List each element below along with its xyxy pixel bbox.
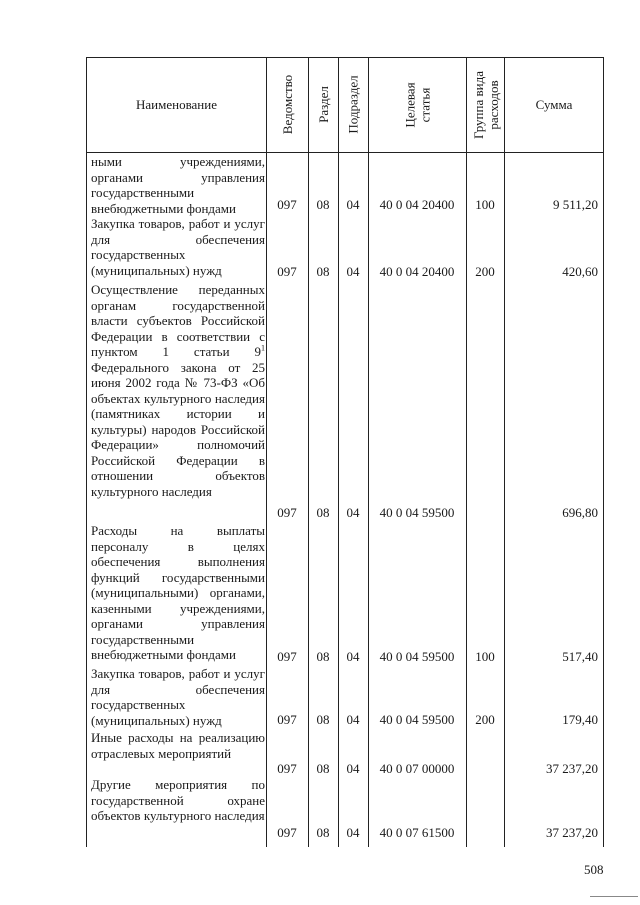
cell-gruppa: 200 — [475, 264, 495, 279]
header-razdel — [309, 57, 338, 152]
table-row — [91, 777, 265, 824]
cell-celevaya: 40 0 04 59500 — [379, 712, 455, 727]
table-row — [91, 523, 265, 663]
cell-razdel: 08 — [316, 197, 330, 212]
header-summa-label: Сумма — [535, 96, 573, 112]
cell-razdel: 08 — [316, 761, 330, 776]
row-name: Закупка товаров, работ и услуг для обеспечения государственных (муниципальных) нужд — [91, 666, 265, 728]
cell-podrazdel: 04 — [346, 264, 360, 279]
column-divider — [504, 57, 505, 847]
cell-vedomstvo: 097 — [277, 825, 297, 840]
row-name: Иные расходы на реализацию отраслевых мероприятий — [91, 730, 265, 761]
cell-summa: 37 237,20 — [546, 761, 598, 776]
cell-razdel: 08 — [316, 712, 330, 727]
row-name: Расходы на выплаты персоналу в целях обеспечения выполнения функций государственными (муниципальными) органами, казенными учреждениями, органами управления государственными внебюджетными фондами — [91, 523, 265, 662]
header-celevaya-label — [402, 82, 432, 127]
row-name: ными учреждениями, органами управления государственными внебюджетными фондами — [91, 154, 265, 216]
column-divider — [466, 57, 467, 847]
table-row — [91, 216, 265, 278]
column-divider — [368, 57, 369, 847]
header-gruppa — [467, 57, 504, 152]
header-podrazdel — [339, 57, 368, 152]
cell-razdel: 08 — [316, 649, 330, 664]
header-vedomstvo — [267, 57, 308, 152]
header-celevaya-line2: статья — [417, 87, 433, 122]
cell-vedomstvo: 097 — [277, 649, 297, 664]
cell-summa: 517,40 — [562, 649, 598, 664]
header-name — [87, 57, 266, 152]
cell-podrazdel: 04 — [346, 825, 360, 840]
cell-podrazdel: 04 — [346, 761, 360, 776]
cell-podrazdel: 04 — [346, 505, 360, 520]
cell-gruppa: 200 — [475, 712, 495, 727]
cell-celevaya: 40 0 07 61500 — [379, 825, 455, 840]
header-vedomstvo-label: Ведомство — [280, 74, 295, 135]
header-summa — [505, 57, 603, 152]
cell-podrazdel: 04 — [346, 197, 360, 212]
row-name-part: Федерального закона от 25 июня 2002 года № 73-ФЗ «Об объектах культурного наследия (памятниках истории и культуры) народов Российской Федерации» полномочий Российской Федерации в отношении объектов культурного наследия — [91, 359, 265, 499]
cell-celevaya: 40 0 07 00000 — [379, 761, 455, 776]
table-border-left — [86, 57, 87, 847]
row-name-part: Осуществление переданных органам государственной власти субъектов Российской Федерации в соответствии с пунктом 1 статьи 9 — [91, 282, 265, 359]
column-divider — [308, 57, 309, 847]
table-row — [91, 666, 265, 728]
cell-vedomstvo: 097 — [277, 712, 297, 727]
cell-celevaya: 40 0 04 59500 — [379, 505, 455, 520]
cell-podrazdel: 04 — [346, 649, 360, 664]
header-celevaya-line1: Целевая — [402, 81, 418, 128]
column-divider — [338, 57, 339, 847]
header-divider — [86, 152, 604, 153]
cell-gruppa: 100 — [475, 197, 495, 212]
table-row — [91, 282, 265, 499]
cell-vedomstvo: 097 — [277, 197, 297, 212]
row-name: Закупка товаров, работ и услуг для обеспечения государственных (муниципальных) нужд — [91, 216, 265, 278]
cell-gruppa: 100 — [475, 649, 495, 664]
cell-celevaya: 40 0 04 20400 — [379, 197, 455, 212]
cell-summa: 696,80 — [562, 505, 598, 520]
column-divider — [266, 57, 267, 847]
cell-summa: 179,40 — [562, 712, 598, 727]
cell-summa: 9 511,20 — [552, 197, 598, 212]
row-name: Другие мероприятия по государственной охране объектов культурного наследия — [91, 777, 265, 823]
scan-edge-mark — [590, 896, 638, 897]
page-number: 508 — [584, 862, 604, 877]
header-podrazdel-label: Подраздел — [346, 75, 362, 134]
cell-celevaya: 40 0 04 20400 — [379, 264, 455, 279]
row-name-superscript: 1 — [261, 343, 265, 353]
cell-summa: 37 237,20 — [546, 825, 598, 840]
cell-vedomstvo: 097 — [277, 505, 297, 520]
cell-razdel: 08 — [316, 264, 330, 279]
header-gruppa-line1: Группа вида — [470, 70, 486, 139]
header-celevaya-statya — [369, 57, 466, 152]
table-row — [91, 154, 265, 216]
header-gruppa-line2: расходов — [485, 79, 501, 130]
header-razdel-label: Раздел — [316, 86, 331, 123]
table-border-right — [603, 57, 604, 847]
header-gruppa-label — [471, 71, 501, 139]
cell-razdel: 08 — [316, 825, 330, 840]
cell-vedomstvo: 097 — [277, 264, 297, 279]
cell-celevaya: 40 0 04 59500 — [379, 649, 455, 664]
header-name-label: Наименование — [136, 96, 217, 112]
row-name — [91, 282, 265, 499]
cell-summa: 420,60 — [562, 264, 598, 279]
cell-vedomstvo: 097 — [277, 761, 297, 776]
cell-razdel: 08 — [316, 505, 330, 520]
cell-podrazdel: 04 — [346, 712, 360, 727]
table-row — [91, 730, 265, 761]
